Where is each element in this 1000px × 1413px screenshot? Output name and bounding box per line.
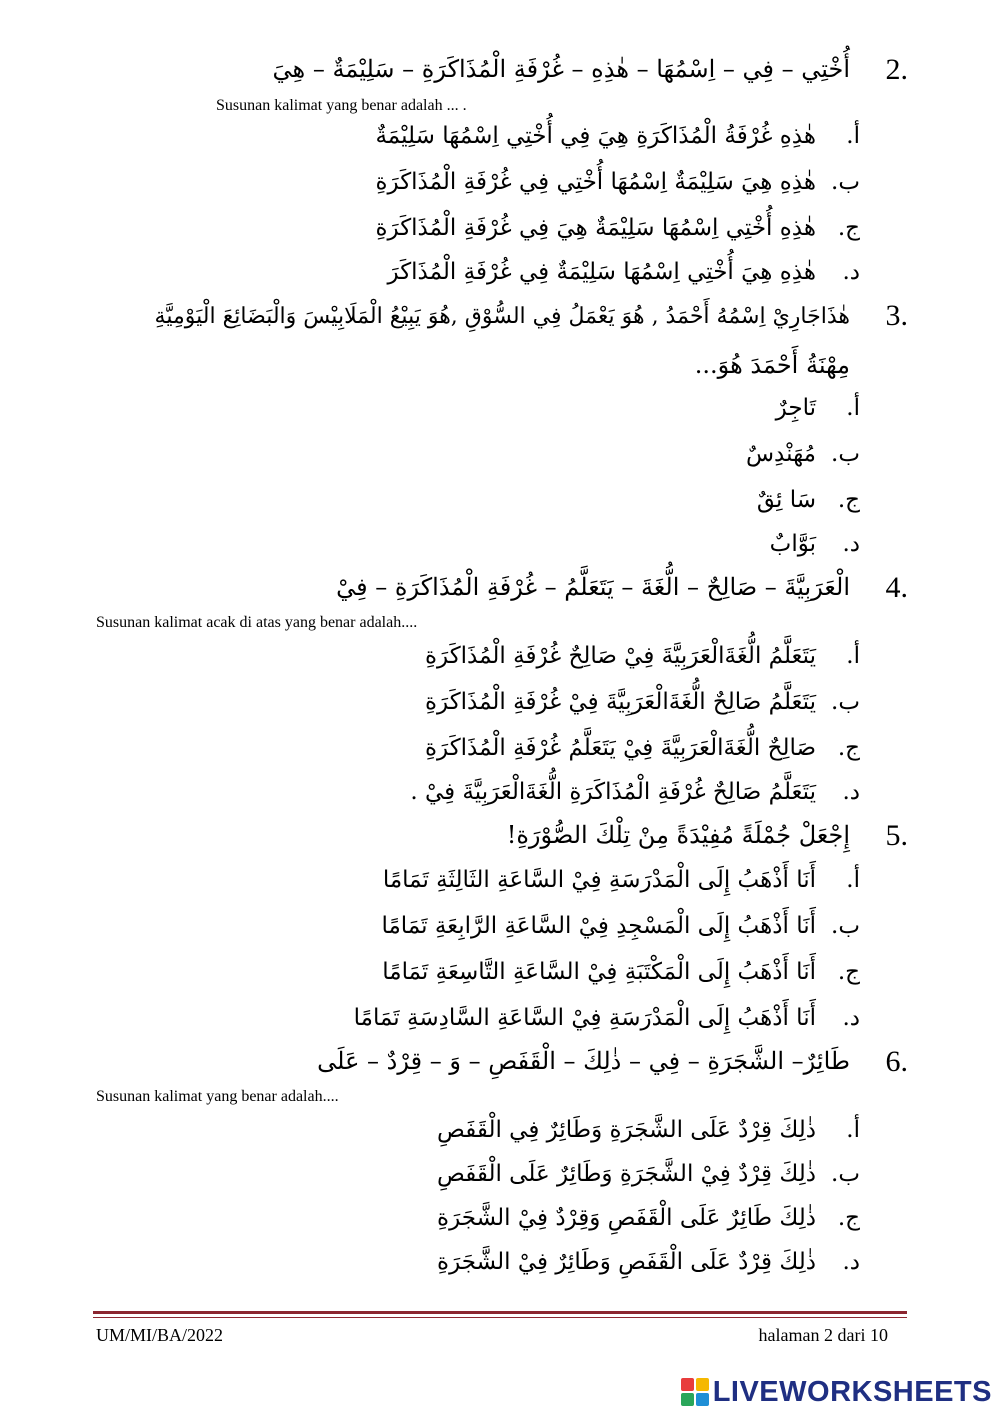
footer-rule-thick	[93, 1311, 907, 1314]
option-letter: ب.	[831, 169, 860, 195]
option-letter: ب.	[831, 689, 860, 715]
option-text: يَتَعَلَّمُ الُّغَةَالْعَرَبِيَّةَ فِيْ صَالِحٌ غُرْفَةِ الْمُذَاكَرَةِ	[424, 643, 816, 669]
question-2-option-c[interactable]	[375, 212, 860, 244]
question-5-option-c[interactable]	[382, 956, 860, 988]
option-letter: د.	[842, 531, 860, 557]
question-4-prompt: الْعَرَبِيَّةَ – صَالِحٌ – الُّغَةَ – يَتَعَلَّمُ – غُرْفَةِ الْمُذَاكَرَةِ – فِيْ	[336, 573, 850, 601]
question-5-prompt: إِجْعَلْ جُمْلَةً مُفِيْدَةً مِنْ تِلْكَ الصُّوْرَةِ!	[506, 821, 850, 849]
option-letter: ج.	[837, 959, 860, 985]
option-text: هٰذِهِ هِيَ سَلِيْمَةٌ اِسْمُهَا أُخْتِي فِي غُرْفَةِ الْمُذَاكَرَةِ	[375, 169, 816, 195]
option-text: هٰذِهِ أُخْتِي اِسْمُهَا سَلِيْمَةٌ هِيَ فِي غُرْفَةِ الْمُذَاكَرَةِ	[375, 215, 816, 241]
question-6-prompt: طَائِرٌ– الشَّجَرَةِ – فِي – ذٰلِكَ – الْقَفَصِ – وَ – قِرْدٌ – عَلَى	[317, 1047, 850, 1075]
option-letter: أ.	[846, 867, 860, 893]
question-5-option-a[interactable]	[383, 864, 860, 896]
option-text: بَوَّابٌ	[769, 531, 816, 557]
option-text: صَالِحٌ الُّغَةَالْعَرَبِيَّةَ فِيْ يَتَعَلَّمُ غُرْفَةِ الْمُذَاكَرَةِ	[424, 735, 816, 761]
option-letter: أ.	[846, 643, 860, 669]
option-text: أَنَا أَذْهَبُ إِلَى الْمَكْتَبَةِ فِيْ السَّاعَةِ التَّاسِعَةِ تَمَامًا	[382, 959, 816, 985]
question-5-option-b[interactable]	[381, 910, 860, 942]
question-3-option-d[interactable]	[770, 528, 860, 560]
option-letter: ج.	[837, 487, 860, 513]
question-4-option-d[interactable]	[410, 776, 860, 808]
option-text: أَنَا أَذْهَبُ إِلَى الْمَدْرَسَةِ فِيْ السَّاعَةِ الثَالِثَةِ تَمَامًا	[382, 867, 816, 893]
option-letter: ج.	[837, 1205, 860, 1231]
option-letter: أ.	[846, 1117, 860, 1143]
question-6-option-b[interactable]	[437, 1158, 860, 1190]
question-4-option-b[interactable]	[425, 686, 860, 718]
logo-block	[681, 1378, 694, 1391]
question-2-number: 2.	[885, 53, 908, 86]
option-text: يَتَعَلَّمُ صَالِحٌ الُّغَةَالْعَرَبِيَّةَ فِيْ غُرْفَةِ الْمُذَاكَرَةِ	[424, 689, 816, 715]
question-5-option-d[interactable]	[354, 1002, 860, 1034]
question-4-number: 4.	[885, 571, 908, 604]
option-text: سَا ئِقٌ	[756, 487, 816, 513]
question-6-option-d[interactable]	[437, 1246, 860, 1278]
option-letter: ج.	[837, 215, 860, 241]
question-4-instruction: Susunan kalimat acak di atas yang benar adalah....	[96, 614, 418, 631]
question-3-prompt-line2: مِهْنَةُ أَحْمَدَ هُوَ...	[694, 351, 850, 379]
option-text: ذٰلِكَ قِرْدٌ عَلَى الشَّجَرَةِ وَطَائِرٌ فِي الْقَفَصِ	[437, 1117, 816, 1143]
option-letter: د.	[842, 779, 860, 805]
option-text: هٰذِهِ غُرْفَةُ الْمُذَاكَرَةِ هِيَ فِي أُخْتِي اِسْمُهَا سَلِيْمَةٌ	[375, 123, 816, 149]
question-6-option-c[interactable]	[437, 1202, 860, 1234]
question-2-option-d[interactable]	[388, 256, 860, 288]
question-2-option-b[interactable]	[375, 166, 860, 198]
question-4-option-c[interactable]	[425, 732, 860, 764]
option-text: ذٰلِكَ قِرْدٌ عَلَى الْقَفَصِ وَطَائِرٌ فِيْ الشَّجَرَةِ	[437, 1249, 816, 1275]
question-5-number: 5.	[885, 819, 908, 852]
liveworksheets-brand	[681, 1376, 992, 1408]
question-4-option-a[interactable]	[425, 640, 860, 672]
option-letter: ب.	[831, 1161, 860, 1187]
question-6-instruction: Susunan kalimat yang benar adalah....	[96, 1088, 339, 1105]
option-text: مُهَنْدِسٌ	[745, 441, 816, 467]
option-text: يَتَعَلَّمُ صَالِحٌ غُرْفَةِ الْمُذَاكَرَةِ الُّغَةَالْعَرَبِيَّةَ فِيْ .	[410, 779, 816, 805]
option-letter: ب.	[831, 913, 860, 939]
question-3-number: 3.	[885, 299, 908, 332]
footer-rule-thin	[93, 1317, 907, 1318]
option-letter: د.	[842, 259, 860, 285]
option-text: أَنَا أَذْهَبُ إِلَى الْمَسْجِدِ فِيْ السَّاعَةِ الرَّابِعَةِ تَمَامًا	[381, 913, 816, 939]
question-6-number: 6.	[885, 1045, 908, 1078]
question-3-option-c[interactable]	[757, 484, 860, 516]
option-text: أَنَا أَذْهَبُ إِلَى الْمَدْرَسَةِ فِيْ السَّاعَةِ السَّادِسَةِ تَمَامًا	[353, 1005, 816, 1031]
option-text: ذٰلِكَ قِرْدٌ فِيْ الشَّجَرَةِ وَطَائِرٌ عَلَى الْقَفَصِ	[437, 1161, 816, 1187]
brand-name: LIVEWORKSHEETS	[712, 1375, 992, 1408]
question-2-prompt: أُخْتِي – فِي – اِسْمُهَا – هٰذِهِ – غُرْفَةِ الْمُذَاكَرَةِ – سَلِيْمَةٌ – هِيَ	[272, 55, 850, 83]
option-letter: ج.	[837, 735, 860, 761]
question-2-instruction: Susunan kalimat yang benar adalah ... .	[216, 97, 467, 114]
question-2-option-a[interactable]	[375, 120, 860, 152]
question-6-option-a[interactable]	[437, 1114, 860, 1146]
option-letter: د.	[842, 1005, 860, 1031]
option-letter: د.	[842, 1249, 860, 1275]
option-text: هٰذِهِ هِيَ أُخْتِي اِسْمُهَا سَلِيْمَةٌ فِي غُرْفَةِ الْمُذَاكَرَ	[387, 259, 816, 285]
question-3-option-a[interactable]	[776, 392, 860, 424]
logo-block	[696, 1378, 709, 1391]
logo-block	[696, 1393, 709, 1406]
option-text: ذٰلِكَ طَائِرٌ عَلَى الْقَفَصِ وَقِرْدٌ فِيْ الشَّجَرَةِ	[437, 1205, 816, 1231]
liveworksheets-logo-icon	[681, 1378, 709, 1406]
question-3-prompt: هٰذَاجَارِيْ اِسْمُهُ أَحْمَدُ , هُوَ يَعْمَلُ فِي السُّوْقِ ,هُوَ يَبِيْعُ الْمَلَابِيْسَ وَالْبَضَائِعَ الْيَوْمِيَّةِ	[154, 304, 850, 329]
option-letter: أ.	[846, 395, 860, 421]
option-text: تَاجِرٌ	[775, 395, 816, 421]
option-letter: أ.	[846, 123, 860, 149]
footer-page-number: halaman 2 dari 10	[758, 1325, 888, 1345]
logo-block	[681, 1393, 694, 1406]
question-3-option-b[interactable]	[746, 438, 860, 470]
option-letter: ب.	[831, 441, 860, 467]
footer-code: UM/MI/BA/2022	[96, 1325, 224, 1345]
